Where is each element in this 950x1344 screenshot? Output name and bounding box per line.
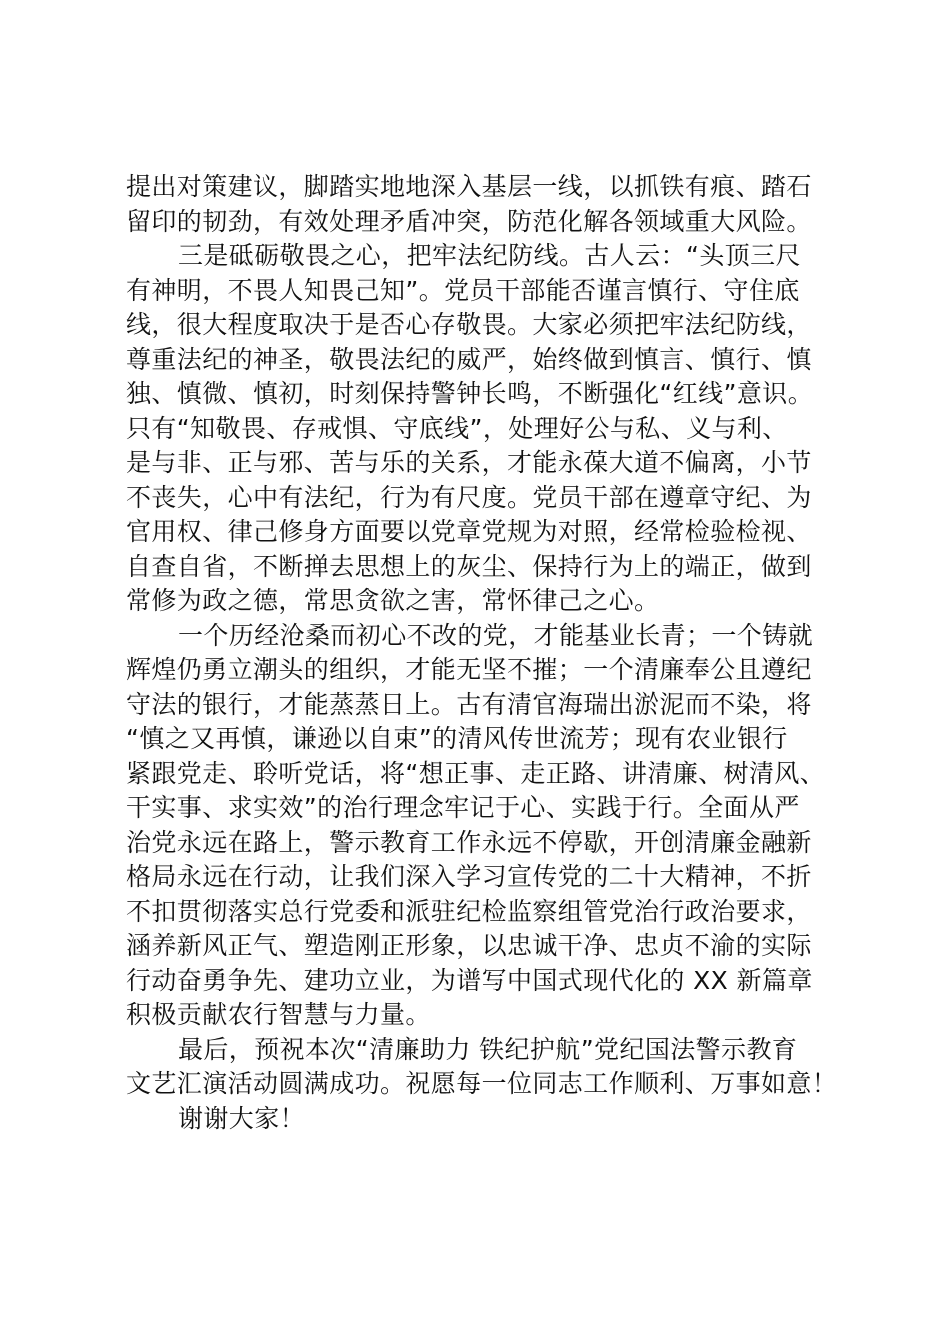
text-line: 涵养新风正气、塑造刚正形象，以忠诚干净、忠贞不渝的实际 [126,931,812,960]
paragraph-first-line: 谢谢大家！ [178,1103,306,1133]
text-line: 只有“知敬畏、存戒惧、守底线”，处理好公与私、义与利、 [126,413,788,443]
text-line: 文艺汇演活动圆满成功。祝愿每一位同志工作顺利、万事如意！ [126,1069,838,1098]
text-line: “慎之又再慎，谦逊以自束”的清风传世流芳；现有农业银行 [126,724,788,753]
paragraph-first-line: 一个历经沧桑而初心不改的党，才能基业长青；一个铸就 [178,620,814,650]
text-line: 尊重法纪的神圣，敬畏法纪的威严，始终做到慎言、慎行、慎 [126,344,812,374]
text-line: 自查自省，不断掸去思想上的灰尘、保持行为上的端正，做到 [126,551,812,581]
text-line: 提出对策建议，脚踏实地地深入基层一线，以抓铁有痕、踏石 [126,172,812,201]
text-line: 不丧失，心中有法纪，行为有尺度。党员干部在遵章守纪、为 [126,482,812,512]
text-line: 常修为政之德，常思贪欲之害，常怀律己之心。 [126,586,660,615]
text-line: 留印的韧劲，有效处理矛盾冲突，防范化解各领域重大风险。 [126,206,812,236]
text-line: 是与非、正与邪、苦与乐的关系，才能永葆大道不偏离，小节 [126,448,812,477]
text-line: 紧跟党走、聆听党话，将“想正事、走正路、讲清廉、树清风、 [126,758,826,788]
text-line: 不扣贯彻落实总行党委和派驻纪检监察组管党治行政治要求， [126,896,812,926]
text-line: 守法的银行，才能蒸蒸日上。古有清官海瑞出淤泥而不染，将 [126,689,812,719]
text-line: 格局永远在行动，让我们深入学习宣传党的二十大精神，不折 [126,862,812,891]
text-line: 官用权、律己修身方面要以党章党规为对照，经常检验检视、 [126,517,812,546]
text-line: 辉煌仍勇立潮头的组织，才能无坚不摧；一个清廉奉公且遵纪 [126,655,812,684]
text-line: 行动奋勇争先、建功立业，为谱写中国式现代化的 XX 新篇章 [126,965,813,995]
paragraph-first-line: 三是砥砺敬畏之心，把牢法纪防线。古人云：“头顶三尺 [178,241,801,270]
text-line: 干实事、求实效”的治行理念牢记于心、实践于行。全面从严 [126,793,800,822]
document-body [126,170,842,1136]
text-line: 有神明，不畏人知畏己知”。党员干部能否谨言慎行、守住底 [126,275,800,305]
text-line: 独、慎微、慎初，时刻保持警钟长鸣，不断强化“红线”意识。 [126,379,814,408]
text-line: 线，很大程度取决于是否心存敬畏。大家必须把牢法纪防线， [126,310,812,339]
text-line: 治党永远在路上，警示教育工作永远不停歇，开创清廉金融新 [126,827,812,857]
text-line: 积极贡献农行智慧与力量。 [126,1000,431,1029]
paragraph-first-line: 最后，预祝本次“清廉助力 铁纪护航”党纪国法警示教育 [178,1034,798,1064]
